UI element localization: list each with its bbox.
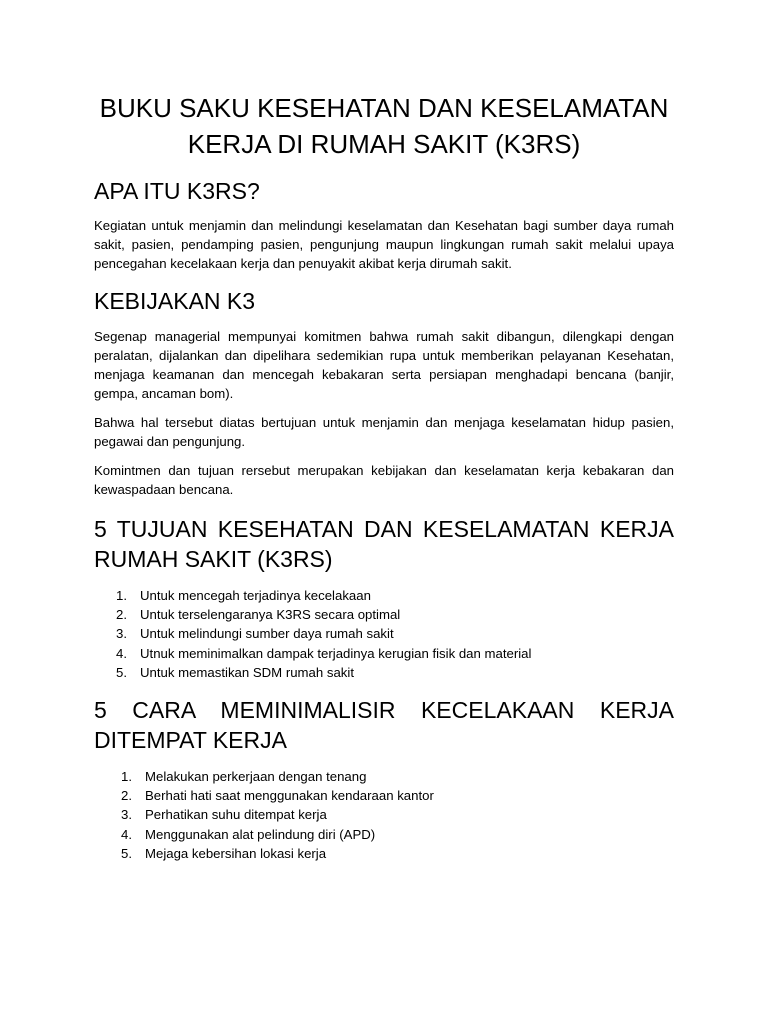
section-paragraph: Segenap managerial mempunyai komitmen bahwa rumah sakit dibangun, dilengkapi dengan peralatan, dijalankan dan dipelihara sedemikian rupa untuk memberikan pelayanan Kesehatan, menjaga keamanan dan mencegah kebakaran serta persiapan menghadapi bencana (banjir, gempa, ancaman bom). xyxy=(94,329,674,401)
document-title xyxy=(94,0,674,162)
goals-list xyxy=(94,586,674,682)
section-heading-k3-policy: KEBIJAKAN K3 xyxy=(94,288,256,314)
list-item: 5. Untuk memastikan SDM rumah sakit xyxy=(116,664,354,680)
list-item: 1. Untuk mencegah terjadinya kecelakaan xyxy=(116,588,371,603)
title-line-2: KERJA DI RUMAH SAKIT (K3RS) xyxy=(187,129,581,159)
accident-minimization-list xyxy=(94,767,674,863)
list-item: 1. Melakukan perkerjaan dengan tenang xyxy=(121,769,367,785)
section-paragraph: Komintmen dan tujuan rersebut merupakan kebijakan dan keselamatan kerja kebakaran dan kewaspadaan bencana. xyxy=(94,463,674,497)
section-heading-k3rs-goals: 5 TUJUAN KESEHATAN DAN KESELAMATAN KERJA RUMAH SAKIT (K3RS) xyxy=(94,516,674,572)
list-item: 5. Mejaga kebersihan lokasi kerja xyxy=(121,845,327,861)
section-paragraph: Bahwa hal tersebut diatas bertujuan untuk menjamin dan menjaga keselamatan hidup pasien, pegawai dan pengunjung. xyxy=(94,415,674,449)
list-item: 4. Menggunakan alat pelindung diri (APD) xyxy=(121,826,376,842)
section-paragraph: Kegiatan untuk menjamin dan melindungi keselamatan dan Kesehatan bagi sumber daya rumah sakit, pasien, pendamping pasien, pengunjung maupun lingkungan rumah sakit melalui upaya pencegahan kecelakaan kerja dan penuyakit akibat kerja dirumah sakit. xyxy=(94,218,674,271)
section-heading-accident-minimization: 5 CARA MEMINIMALISIR KECELAKAAN KERJA DITEMPAT KERJA xyxy=(94,697,674,754)
list-item: 3. Perhatikan suhu ditempat kerja xyxy=(121,807,327,823)
section-heading-what-is-k3rs: APA ITU K3RS? xyxy=(94,178,260,204)
title-line-1: BUKU SAKU KESEHATAN DAN KESELAMATAN xyxy=(99,93,669,123)
list-item: 4. Utnuk meminimalkan dampak terjadinya kerugian fisik dan material xyxy=(116,645,532,661)
list-item: 3. Untuk melindungi sumber daya rumah sakit xyxy=(116,626,394,642)
list-item: 2. Berhati hati saat menggunakan kendaraan kantor xyxy=(121,788,434,804)
list-item: 2. Untuk terselengaranya K3RS secara optimal xyxy=(116,607,401,623)
